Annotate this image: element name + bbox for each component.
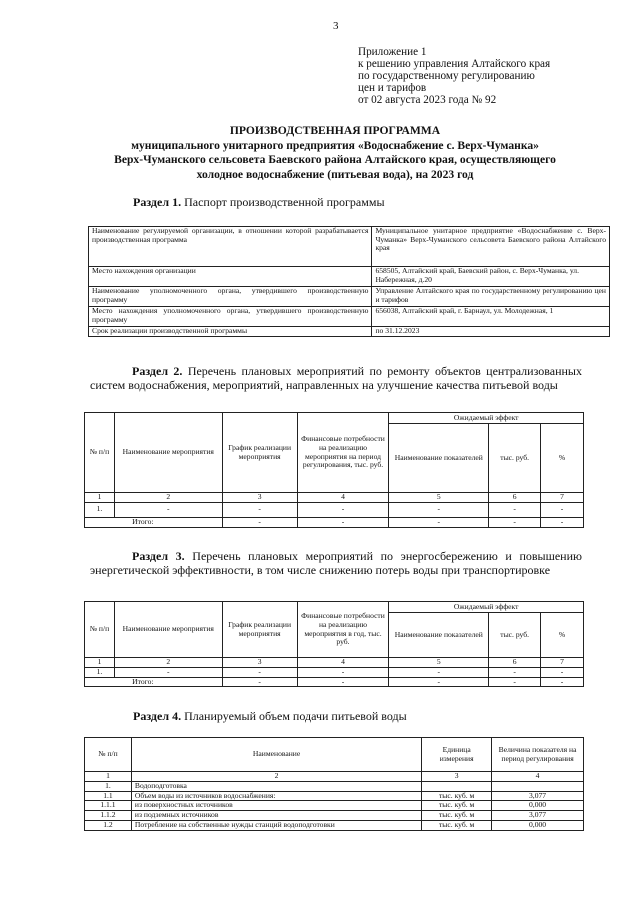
table-cell: 1. (85, 781, 132, 791)
total-label: Итого: (85, 517, 223, 527)
table-cell: 2 (114, 493, 222, 503)
table-row (85, 820, 584, 830)
approval-line: от 02 августа 2023 года № 92 (358, 94, 497, 106)
approval-line: цен и тарифов (358, 82, 427, 94)
table-cell: 3,077 (492, 811, 584, 821)
table-cell: 4 (297, 658, 389, 668)
approval-line: Приложение 1 (358, 46, 427, 58)
header-value: Величина показателя на период регулирования (492, 738, 584, 772)
table-cell: 3 (222, 493, 297, 503)
table-cell: 6 (489, 658, 541, 668)
table-cell: тыс. куб. м (422, 801, 492, 811)
section-label: Раздел 1. (133, 195, 182, 209)
table-cell: 6 (489, 493, 541, 503)
header-num: № п/п (85, 602, 115, 658)
section-2-heading (90, 364, 582, 392)
table-row (89, 287, 610, 307)
table-cell: 7 (541, 658, 584, 668)
table-cell: - (541, 667, 584, 677)
table-row (89, 307, 610, 327)
table-cell: - (489, 502, 541, 517)
section-text: Паспорт производственной программы (184, 195, 385, 209)
table-cell: - (222, 502, 297, 517)
header-schedule: График реализации мероприятия (222, 602, 297, 658)
table-cell: Потребление на собственные нужды станций водоподготовки (131, 820, 421, 830)
table-cell: Наименование регулируемой организации, в отношении которой разрабатывается производственная программа (89, 227, 372, 267)
table-cell: тыс. куб. м (422, 791, 492, 801)
table-cell: 1 (85, 658, 115, 668)
table-cell: из поверхностных источников (131, 801, 421, 811)
table-cell: - (297, 502, 389, 517)
table-cell: 1 (85, 493, 115, 503)
table-row (85, 811, 584, 821)
table-cell: 3 (422, 772, 492, 782)
total-label: Итого: (85, 677, 223, 687)
table-cell: 4 (492, 772, 584, 782)
header-finance: Финансовые потребности на реализацию мероприятия на период регулирования, тыс. руб. (297, 413, 389, 493)
header-unit: Единица измерения (422, 738, 492, 772)
table-cell: 4 (297, 493, 389, 503)
title-line: холодное водоснабжение (питьевая вода), на 2023 год (196, 167, 474, 181)
table-cell: 1.1.1 (85, 801, 132, 811)
header-indicator: Наименование показателей (389, 613, 489, 658)
header-name: Наименование мероприятия (114, 413, 222, 493)
header-effect: Ожидаемый эффект (389, 413, 584, 424)
table-row (85, 772, 584, 782)
table-cell: Место нахождения уполномоченного органа, утвердившего производственную программу (89, 307, 372, 327)
table-cell: Наименование уполномоченного органа, утвердившего производственную программу (89, 287, 372, 307)
document-title (70, 124, 600, 182)
table-cell: 5 (389, 493, 489, 503)
section-label: Раздел 4. (133, 709, 182, 723)
table-cell: - (541, 677, 584, 687)
table-cell: - (541, 502, 584, 517)
section-4-heading (133, 709, 407, 723)
section-text: Планируемый объем подачи питьевой воды (184, 709, 407, 723)
table-row (85, 502, 584, 517)
title-line: Верх-Чуманского сельсовета Баевского района Алтайского края, осуществляющего (114, 153, 556, 166)
table-cell: из подземных источников (131, 811, 421, 821)
table-cell: 5 (389, 658, 489, 668)
table-header-row (85, 738, 584, 772)
header-percent: % (541, 424, 584, 493)
table-cell: тыс. куб. м (422, 820, 492, 830)
table-cell: 0,000 (492, 801, 584, 811)
table-cell: - (389, 502, 489, 517)
table-cell: - (222, 517, 297, 527)
header-finance: Финансовые потребности на реализацию мероприятия в год, тыс. руб. (297, 602, 389, 658)
table-cell: тыс. куб. м (422, 811, 492, 821)
table-cell: 2 (114, 658, 222, 668)
table-cell: - (489, 677, 541, 687)
table-cell: 7 (541, 493, 584, 503)
table-cell: - (297, 667, 389, 677)
header-indicator: Наименование показателей (389, 424, 489, 493)
table-header-row (85, 602, 584, 613)
header-name: Наименование (131, 738, 421, 772)
table-cell: Срок реализации производственной программы (89, 327, 372, 337)
repair-measures-table (84, 412, 584, 528)
table-row (85, 667, 584, 677)
table-cell: по 31.12.2023 (372, 327, 610, 337)
table-cell: - (489, 667, 541, 677)
header-effect: Ожидаемый эффект (389, 602, 584, 613)
table-cell: Место нахождения организации (89, 267, 372, 287)
header-num: № п/п (85, 738, 132, 772)
table-cell: 656038, Алтайский край, г. Барнаул, ул. Молодежная, 1 (372, 307, 610, 327)
table-row (85, 658, 584, 668)
table-cell: 658505, Алтайский край, Баевский район, с. Верх-Чуманка, ул. Набережная, д.20 (372, 267, 610, 287)
header-num: № п/п (85, 413, 115, 493)
section-3-heading (90, 549, 582, 577)
table-cell: - (297, 677, 389, 687)
table-cell: Муниципальное унитарное предприятие «Водоснабжение с. Верх-Чуманка» Верх-Чуманского сельсовета Баевского района Алтайского края (372, 227, 610, 267)
table-cell: 2 (131, 772, 421, 782)
water-volume-table (84, 737, 584, 831)
section-text: Перечень плановых мероприятий по ремонту объектов централизованных систем водоснабжения, мероприятий, направленных на улучшение качества питьевой воды (90, 364, 582, 392)
approval-line: к решению управления Алтайского края (358, 58, 551, 70)
table-cell: 3,077 (492, 791, 584, 801)
header-schedule: График реализации мероприятия (222, 413, 297, 493)
energy-measures-table (84, 601, 584, 687)
table-cell: - (389, 667, 489, 677)
table-cell: - (389, 517, 489, 527)
table-cell: 1. (85, 502, 115, 517)
table-cell: - (389, 677, 489, 687)
table-cell: Объем воды из источников водоснабжения: (131, 791, 421, 801)
table-cell: 1 (85, 772, 132, 782)
table-cell: - (297, 517, 389, 527)
table-row (85, 781, 584, 791)
table-cell: - (222, 667, 297, 677)
table-row (89, 327, 610, 337)
section-label: Раздел 2. (132, 364, 183, 378)
table-cell (422, 781, 492, 791)
table-cell (492, 781, 584, 791)
approval-line: по государственному регулированию (358, 70, 535, 82)
table-cell: - (222, 677, 297, 687)
header-name: Наименование мероприятия (114, 602, 222, 658)
table-cell: 1.2 (85, 820, 132, 830)
page-number: 3 (333, 20, 339, 32)
table-cell: 3 (222, 658, 297, 668)
passport-table (88, 226, 610, 337)
table-total-row (85, 517, 584, 527)
header-thousand: тыс. руб. (489, 424, 541, 493)
section-1-heading (133, 195, 385, 209)
table-header-row (85, 413, 584, 424)
table-row (89, 267, 610, 287)
section-label: Раздел 3. (132, 549, 185, 563)
table-row (85, 493, 584, 503)
table-cell: - (114, 667, 222, 677)
section-text: Перечень плановых мероприятий по энергосбережению и повышению энергетической эффективности, в том числе снижению потерь воды при транспортировке (90, 549, 582, 577)
header-percent: % (541, 613, 584, 658)
table-cell: 1.1 (85, 791, 132, 801)
header-thousand: тыс. руб. (489, 613, 541, 658)
title-line: муниципального унитарного предприятия «Водоснабжение с. Верх-Чуманка» (131, 138, 539, 152)
table-cell: - (541, 517, 584, 527)
table-cell: Водоподготовка (131, 781, 421, 791)
approval-block (358, 46, 550, 106)
table-row (89, 227, 610, 267)
table-cell: - (114, 502, 222, 517)
table-cell: - (489, 517, 541, 527)
table-cell: 1. (85, 667, 115, 677)
table-total-row (85, 677, 584, 687)
table-cell: 1.1.2 (85, 811, 132, 821)
table-cell: 0,000 (492, 820, 584, 830)
table-cell: Управление Алтайского края по государственному регулированию цен и тарифов (372, 287, 610, 307)
title-line: ПРОИЗВОДСТВЕННАЯ ПРОГРАММА (229, 124, 441, 137)
